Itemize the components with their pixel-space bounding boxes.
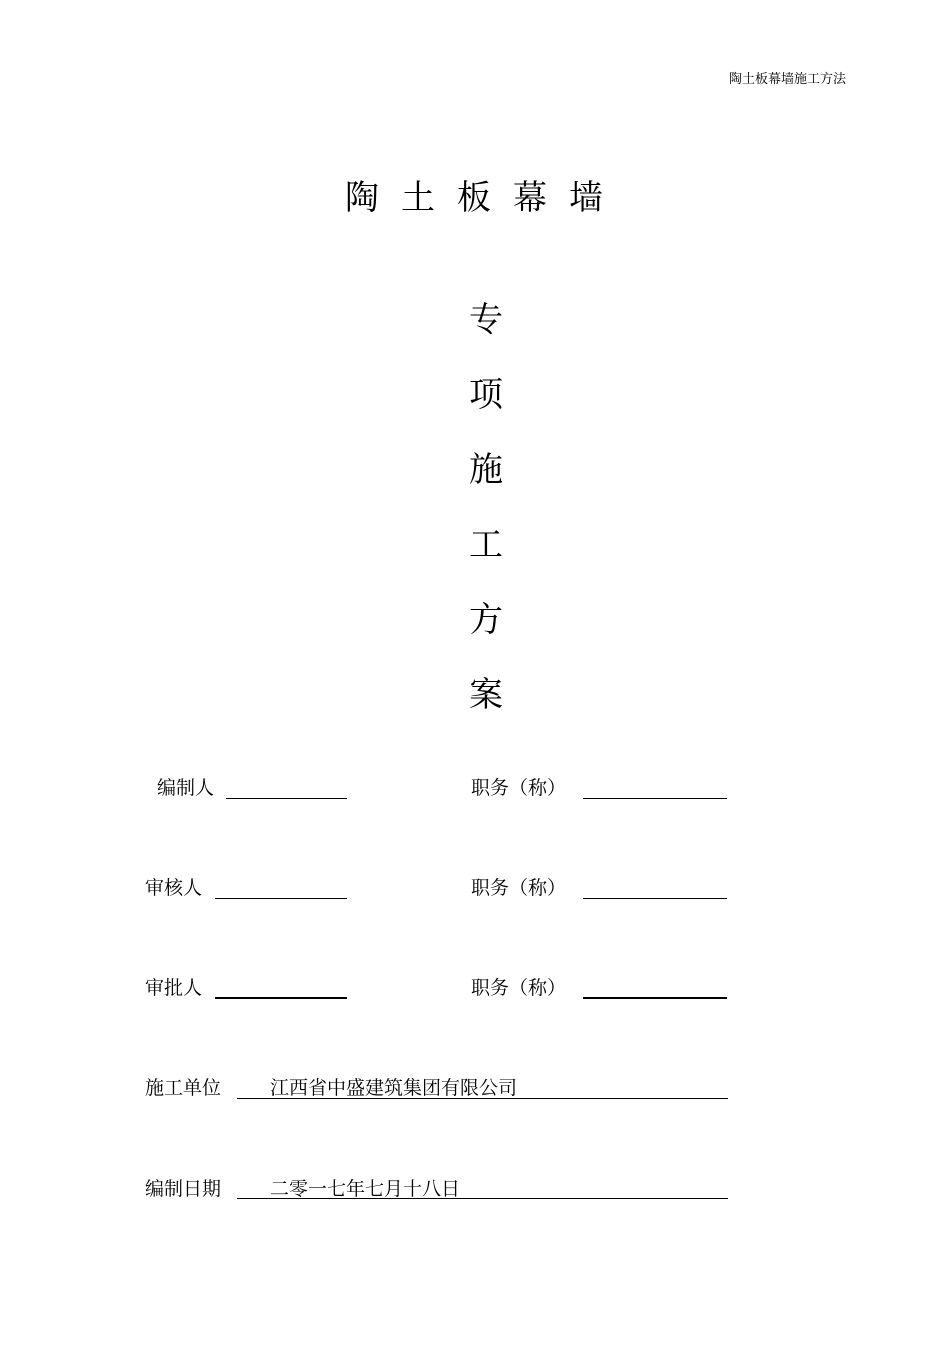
reviewer-label: 审核人 [145, 877, 203, 899]
subtitle-char: 案 [469, 675, 503, 715]
subtitle-char: 工 [469, 525, 503, 565]
subtitle-char: 专 [469, 300, 503, 340]
approver-label: 审批人 [145, 977, 203, 999]
date-value: 二零一七年七月十八日 [270, 1178, 461, 1200]
cover-title: 陶土板幕墙 [345, 178, 625, 218]
running-header: 陶土板幕墙施工方法 [728, 72, 846, 87]
subtitle-char: 方 [469, 600, 503, 640]
approver-blank [215, 996, 347, 999]
approver-position-label: 职务（称） [471, 977, 567, 999]
compiler-position-label: 职务（称） [471, 777, 567, 799]
unit-value: 江西省中盛建筑集团有限公司 [270, 1077, 518, 1099]
compiler-position-blank [583, 797, 727, 799]
compiler-label: 编制人 [157, 777, 215, 799]
date-label: 编制日期 [145, 1178, 222, 1200]
reviewer-position-label: 职务（称） [471, 877, 567, 899]
cover-subtitle [466, 283, 506, 733]
reviewer-position-blank [583, 897, 727, 899]
subtitle-char: 施 [469, 450, 503, 490]
unit-label: 施工单位 [145, 1077, 222, 1099]
compiler-blank [226, 797, 347, 799]
approver-position-blank [583, 996, 727, 999]
subtitle-char: 项 [469, 375, 503, 415]
reviewer-blank [215, 897, 347, 899]
